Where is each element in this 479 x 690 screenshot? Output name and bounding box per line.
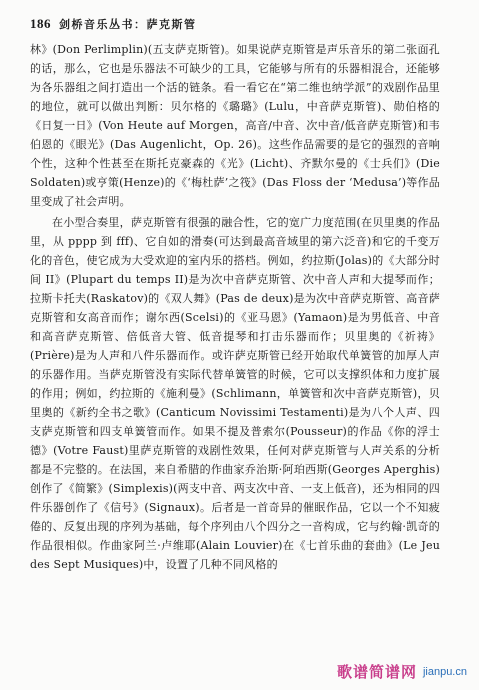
- body-text: [30, 40, 440, 576]
- watermark-site-url: jianpu.cn: [422, 665, 467, 678]
- watermark-site-name: 歌谱简谱网: [336, 663, 417, 681]
- paragraph-2: 在小型合奏里，萨克斯管有很强的融合性，它的宽广力度范围(在贝里奥的作品里，从 pppp 到 fff)、它自如的滑奏(可达到最高音域里的第六泛音)和它的千变万化的音色，使它成为大受欢迎的室内乐的搭档。例如，约拉斯(Jolas)的《大部分时间 II》(Plupart du temps II)是为次中音萨克斯管、次中音人声和大提琴而作；拉斯卡托夫(Raskatov)的《双人舞》(Pas de deux)是为次中音萨克斯管、高音萨克斯管和女高音而作；谢尔西(Scelsi)的《亚马恩》(Yamaon)是为男低音、中音和高音萨克斯管、倍低音大管、低音提琴和打击乐器而作；贝里奥的《祈祷》(Prière)是为人声和八件乐器而作。或许萨克斯管已经开始取代单簧管的加厚人声的乐器作用。当萨克斯管没有实际代替单簧管的时候，它可以支撑织体和力度扩展的作用；例如，约拉斯的《施利曼》(Schlimann，单簧管和次中音萨克斯管)，贝里奥的《新约全书之歌》(Canticum Novissimi Testamenti)是为八个人声、四支萨克斯管和四支单簧管而作。如果不提及普索尔(Pousseur)的作品《你的浮士德》(Votre Faust)里萨克斯管的戏剧性效果，任何对萨克斯管与人声关系的分析都是不完整的。在法国，来自希腊的作曲家乔治斯·阿珀西斯(Georges Aperghis)创作了《简繁》(Simplexis)(两支中音、两支次中音、一支上低音)，还为相同的四件乐器创作了《信号》(Signaux)。后者是一首奇异的催眠作品，它以一个不知疲倦的、反复出现的序列为基础，每个序列由八个四分之一音构成，它与约翰·凯奇的作品很相似。作曲家阿兰·卢维耶(Alain Louvier)在《七首乐曲的套曲》(Le Jeu des Sept Musiques)中，设置了几种不同风格的: [30, 216, 440, 571]
- running-head: 剑桥音乐丛书：萨克斯管: [59, 18, 197, 31]
- page-number: 186: [30, 16, 51, 31]
- site-watermark: [337, 661, 467, 682]
- paragraph-1: 林》(Don Perlimplin)(五支萨克斯管)。如果说萨克斯管是声乐音乐的第二张面孔的话，那么，它也是乐器法不可缺少的工具，它能够与所有的乐器相混合，还能够为各乐器组之间打造出一个活的链条。看一看它在“第二维也纳学派”的戏剧作品里的地位，就可以做出判断：贝尔格的《璐璐》(Lulu，中音萨克斯管)、勋伯格的《日复一日》(Von Heute auf Morgen，高音/中音、次中音/低音萨克斯管)和韦伯恩的《眼光》(Das Augenlicht，Op. 26)。这些作品需要的是它的强烈的音响个性，这种个性甚至在斯托克豪森的《光》(Licht)、齐默尔曼的《士兵们》(Die Soldaten)或亨策(Henze)的《‘梅杜萨’之筏》(Das Floss der ‘Medusa’)等作品里变成了社会声明。: [30, 43, 440, 208]
- page-header: [30, 16, 439, 36]
